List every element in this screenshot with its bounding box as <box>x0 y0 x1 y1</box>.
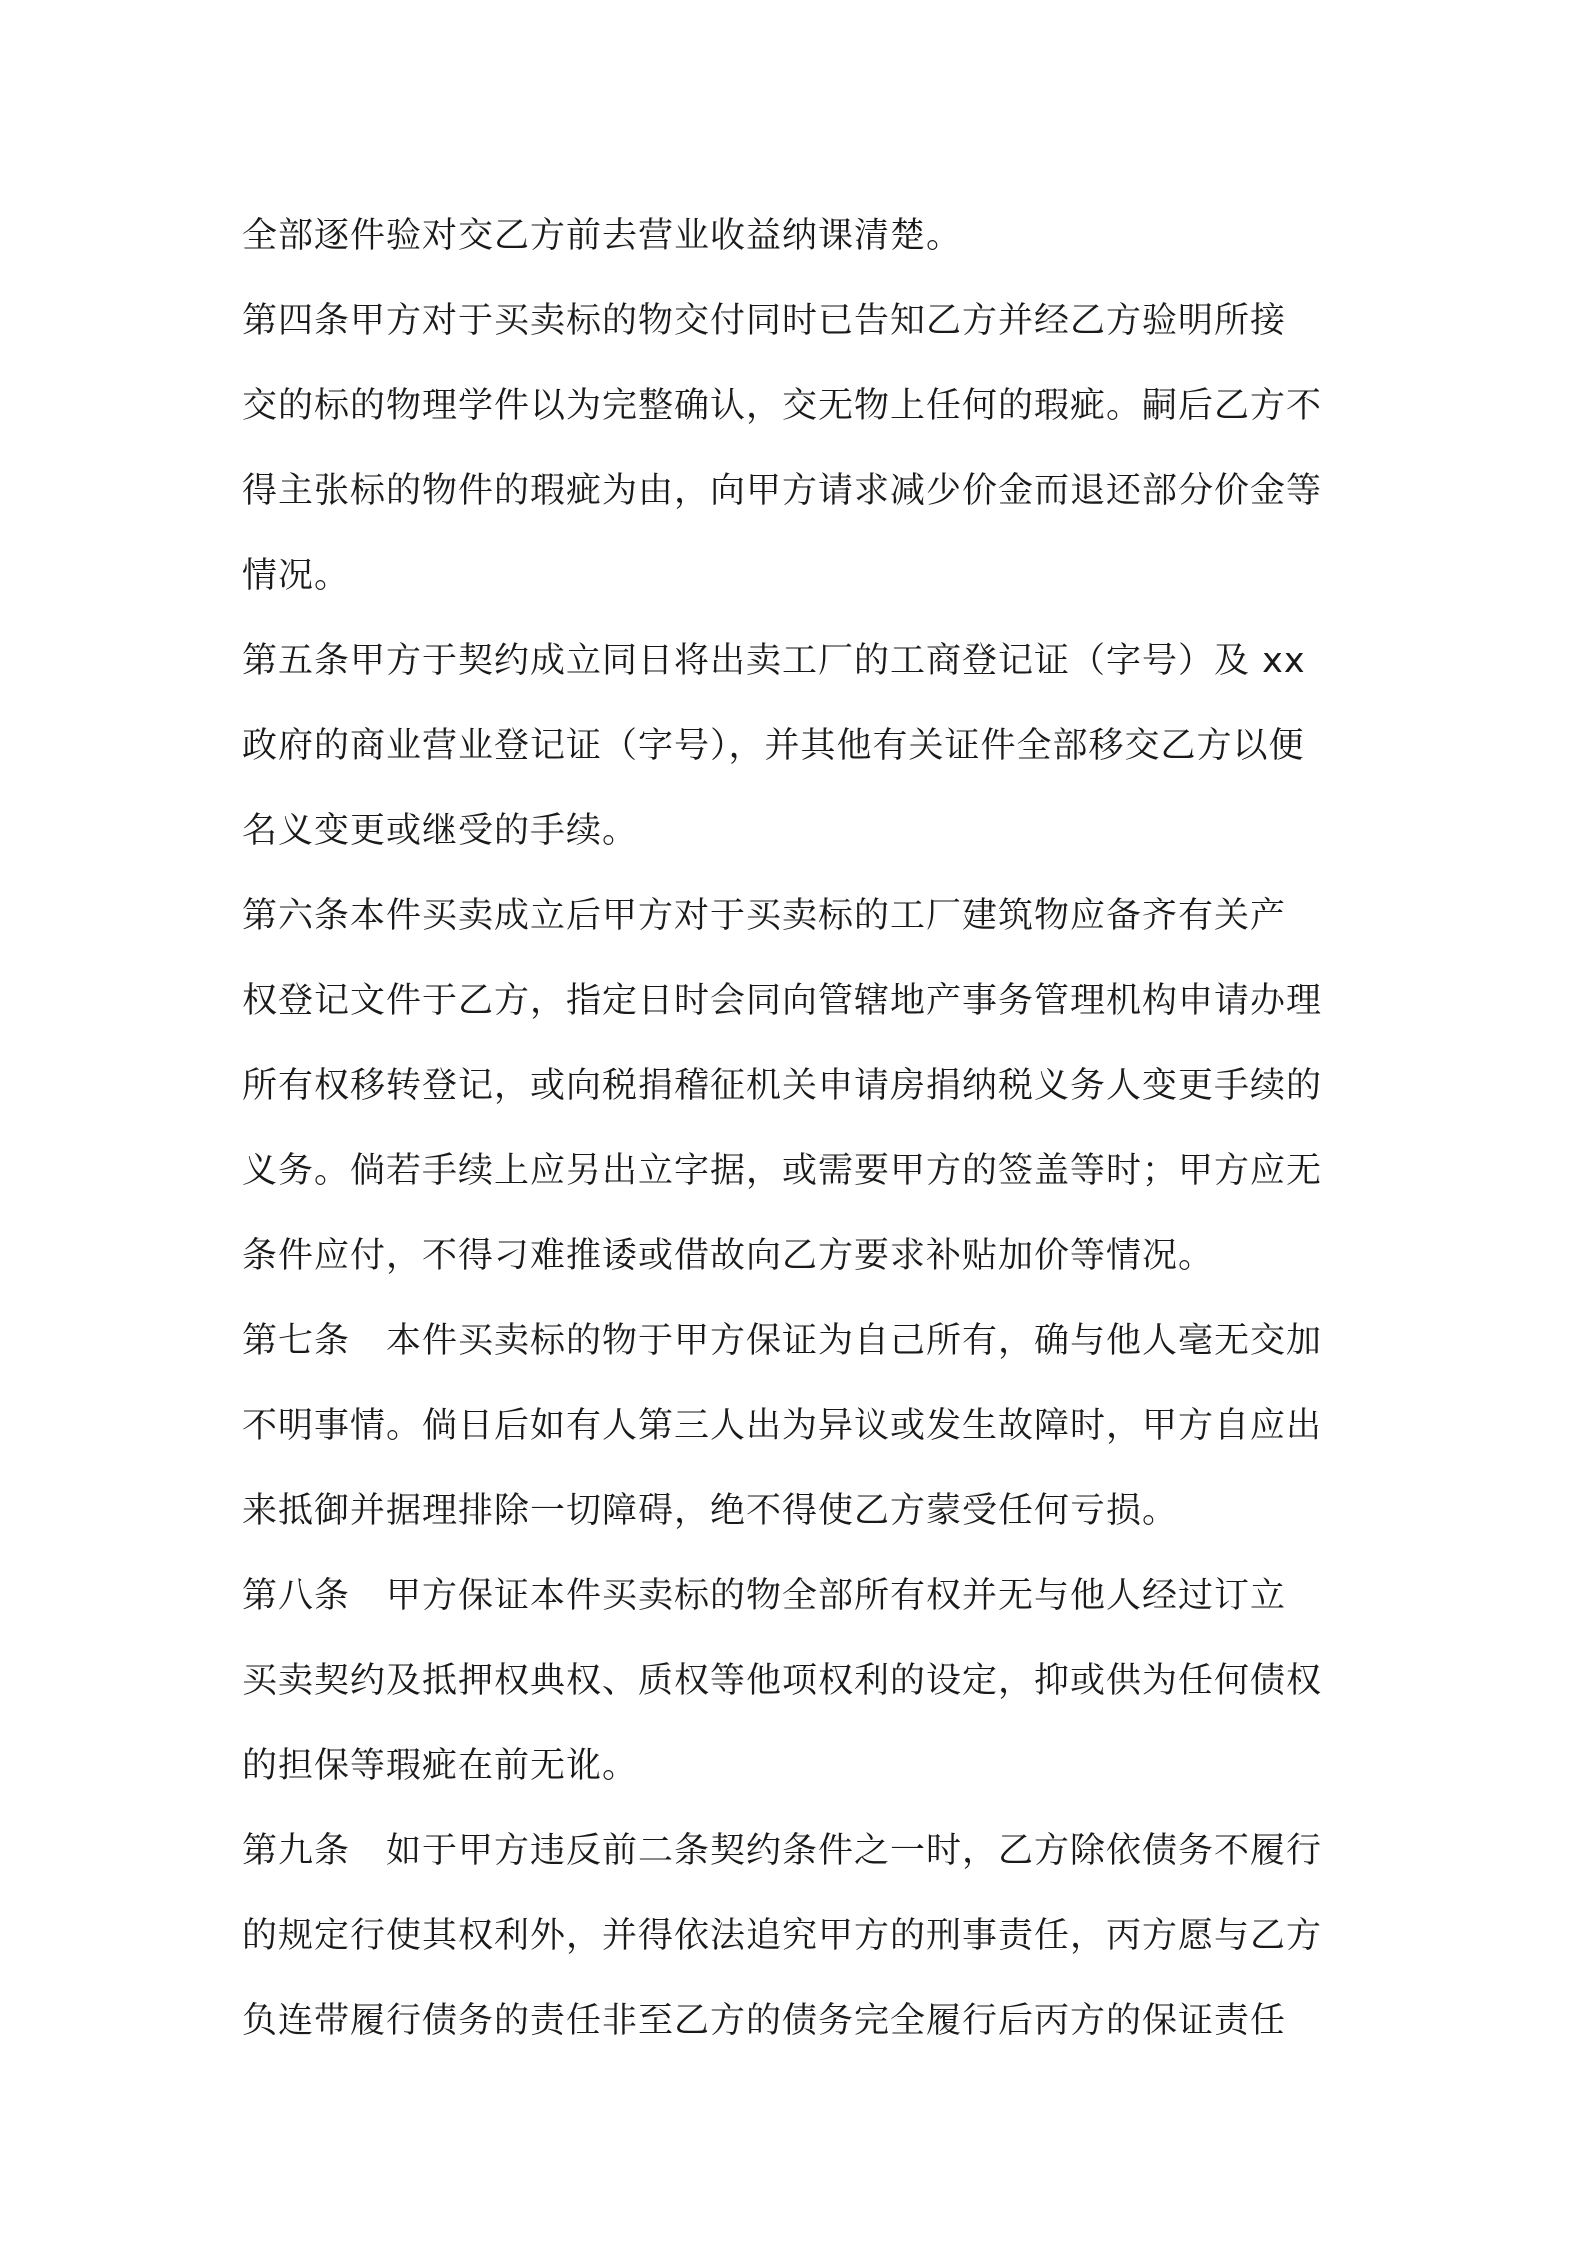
text-line: 情况。 <box>242 556 351 596</box>
text-line: 第四条甲方对于买卖标的物交付同时已告知乙方并经乙方验明所接 <box>242 301 1287 341</box>
text-line: 全部逐件验对交乙方前去营业收益纳课清楚。 <box>242 216 963 256</box>
text-line: 负连带履行债务的责任非至乙方的债务完全履行后丙方的保证责任 <box>242 2001 1287 2041</box>
text-line: 来抵御并据理排除一切障碍，绝不得使乙方蒙受任何亏损。 <box>242 1491 1179 1531</box>
text-line: 第八条 甲方保证本件买卖标的物全部所有权并无与他人经过订立 <box>242 1576 1287 1616</box>
text-line: 条件应付，不得刁难推诿或借故向乙方要求补贴加价等情况。 <box>242 1236 1215 1276</box>
text-line: 政府的商业营业登记证（字号），并其他有关证件全部移交乙方以便 <box>242 726 1305 766</box>
text-line: 买卖契约及抵押权典权、质权等他项权利的设定，抑或供为任何债权 <box>242 1661 1323 1701</box>
text-line: 第九条 如于甲方违反前二条契约条件之一时，乙方除依债务不履行 <box>242 1831 1323 1871</box>
text-line: 第六条本件买卖成立后甲方对于买卖标的工厂建筑物应备齐有关产 <box>242 896 1287 936</box>
text-line: 名义变更或继受的手续。 <box>242 811 639 851</box>
text-line: 不明事情。倘日后如有人第三人出为异议或发生故障时，甲方自应出 <box>242 1406 1323 1446</box>
text-line: 的规定行使其权利外，并得依法追究甲方的刑事责任，丙方愿与乙方 <box>242 1916 1323 1956</box>
text-line: 交的标的物理学件以为完整确认，交无物上任何的瑕疵。嗣后乙方不 <box>242 386 1323 426</box>
text-line: 权登记文件于乙方，指定日时会同向管辖地产事务管理机构申请办理 <box>242 981 1323 1021</box>
text-line: 所有权移转登记，或向税捐稽征机关申请房捐纳税义务人变更手续的 <box>242 1066 1323 1106</box>
text-line: 第五条甲方于契约成立同日将出卖工厂的工商登记证（字号）及 xx <box>242 641 1306 681</box>
text-line: 义务。倘若手续上应另出立字据，或需要甲方的签盖等时；甲方应无 <box>242 1151 1323 1191</box>
text-line: 得主张标的物件的瑕疵为由，向甲方请求减少价金而退还部分价金等 <box>242 471 1323 511</box>
text-line: 的担保等瑕疵在前无讹。 <box>242 1746 639 1786</box>
text-line: 第七条 本件买卖标的物于甲方保证为自己所有，确与他人毫无交加 <box>242 1321 1323 1361</box>
document-body <box>242 194 1362 2064</box>
